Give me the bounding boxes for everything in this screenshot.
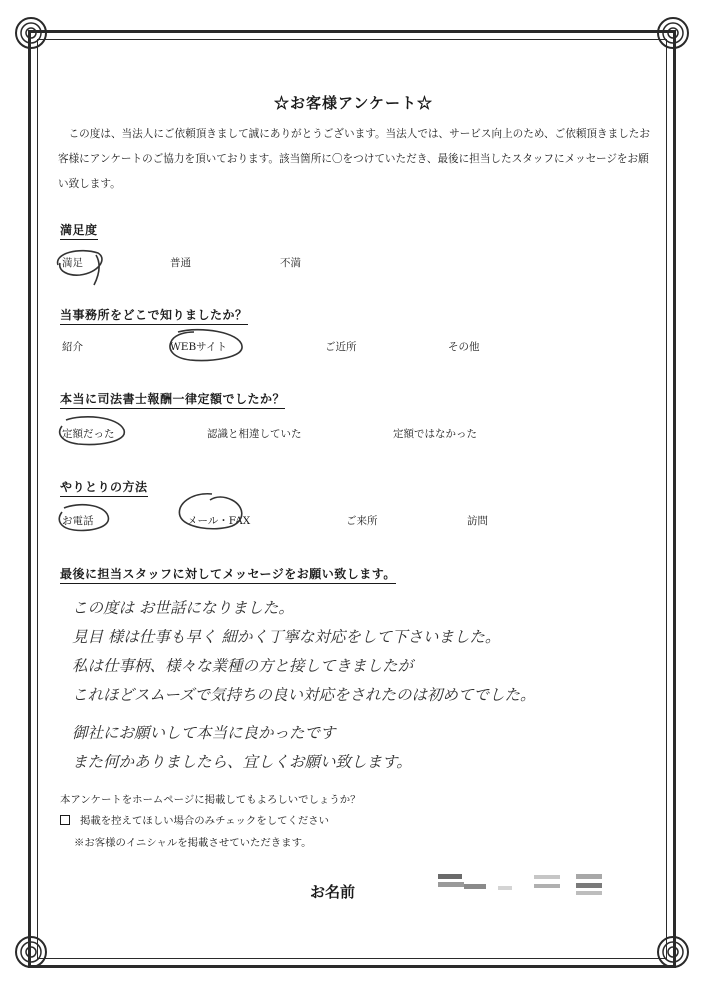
publish-question: 本アンケートをホームページに掲載してもよろしいでしょうか？ [60, 794, 361, 806]
initials-note: ※お客様のイニシャルを掲載させていただきます。 [74, 837, 312, 849]
option-visit-office[interactable]: ご来所 [346, 515, 378, 527]
option-referral[interactable]: 紹介 [62, 341, 83, 353]
option-website[interactable]: WEBサイト [170, 341, 227, 353]
message-line: この度は お世話になりました。 [72, 599, 294, 617]
option-dissatisfied[interactable]: 不満 [280, 257, 301, 269]
section-fee-heading: 本当に司法書士報酬一律定額でしたか？ [60, 390, 285, 409]
redacted-name [438, 872, 608, 896]
message-line: 御社にお願いして本当に良かったです [72, 724, 336, 742]
opt-out-checkbox[interactable] [60, 815, 70, 825]
message-line: これほどスムーズで気持ちの良い対応をされたのは初めてでした。 [72, 686, 536, 704]
name-label: お名前 [310, 883, 356, 901]
option-not-fixed[interactable]: 定額ではなかった [393, 428, 477, 440]
section-source-heading: 当事務所をどこで知りましたか？ [60, 306, 248, 325]
survey-intro: この度は、当法人にご依頼頂きまして誠にありがとうございます。当法人では、サービス向上のため、ご依頼頂きましたお客様にアンケートのご協力を頂いております。該当箇所に〇をつけていただき、最後に担当したスタッフにメッセージをお願い致します。 [58, 128, 650, 190]
message-line: 見目 様は仕事も早く 細かく丁寧な対応をして下さいました。 [72, 628, 501, 646]
section-message-heading: 最後に担当スタッフに対してメッセージをお願い致します。 [60, 565, 396, 584]
option-fixed-fee[interactable]: 定額だった [62, 428, 115, 440]
option-different[interactable]: 認識と相違していた [207, 428, 302, 440]
corner-ornament-bottom-right [656, 935, 690, 969]
option-home-visit[interactable]: 訪問 [467, 515, 488, 527]
message-line: また何かありましたら、宜しくお願い致します。 [72, 753, 412, 771]
handwritten-message [72, 594, 672, 777]
opt-out-label: 掲載を控えてほしい場合のみチェックをしてください [80, 815, 330, 827]
option-satisfied[interactable]: 満足 [62, 257, 83, 269]
section-contact-heading: やりとりの方法 [60, 478, 148, 497]
publish-opt-out-row [60, 812, 329, 827]
section-satisfaction-heading: 満足度 [60, 221, 98, 240]
message-line: 私は仕事柄、様々な業種の方と接してきましたが [72, 657, 414, 675]
option-normal[interactable]: 普通 [170, 257, 191, 269]
option-neighborhood[interactable]: ご近所 [325, 341, 357, 353]
corner-ornament-top-right [656, 16, 690, 50]
option-phone[interactable]: お電話 [62, 515, 94, 527]
corner-ornament-top-left [14, 16, 48, 50]
option-other[interactable]: その他 [448, 341, 480, 353]
option-mail-fax[interactable]: メール・FAX [187, 515, 251, 527]
corner-ornament-bottom-left [14, 935, 48, 969]
survey-title: ☆お客様アンケート☆ [273, 94, 434, 112]
